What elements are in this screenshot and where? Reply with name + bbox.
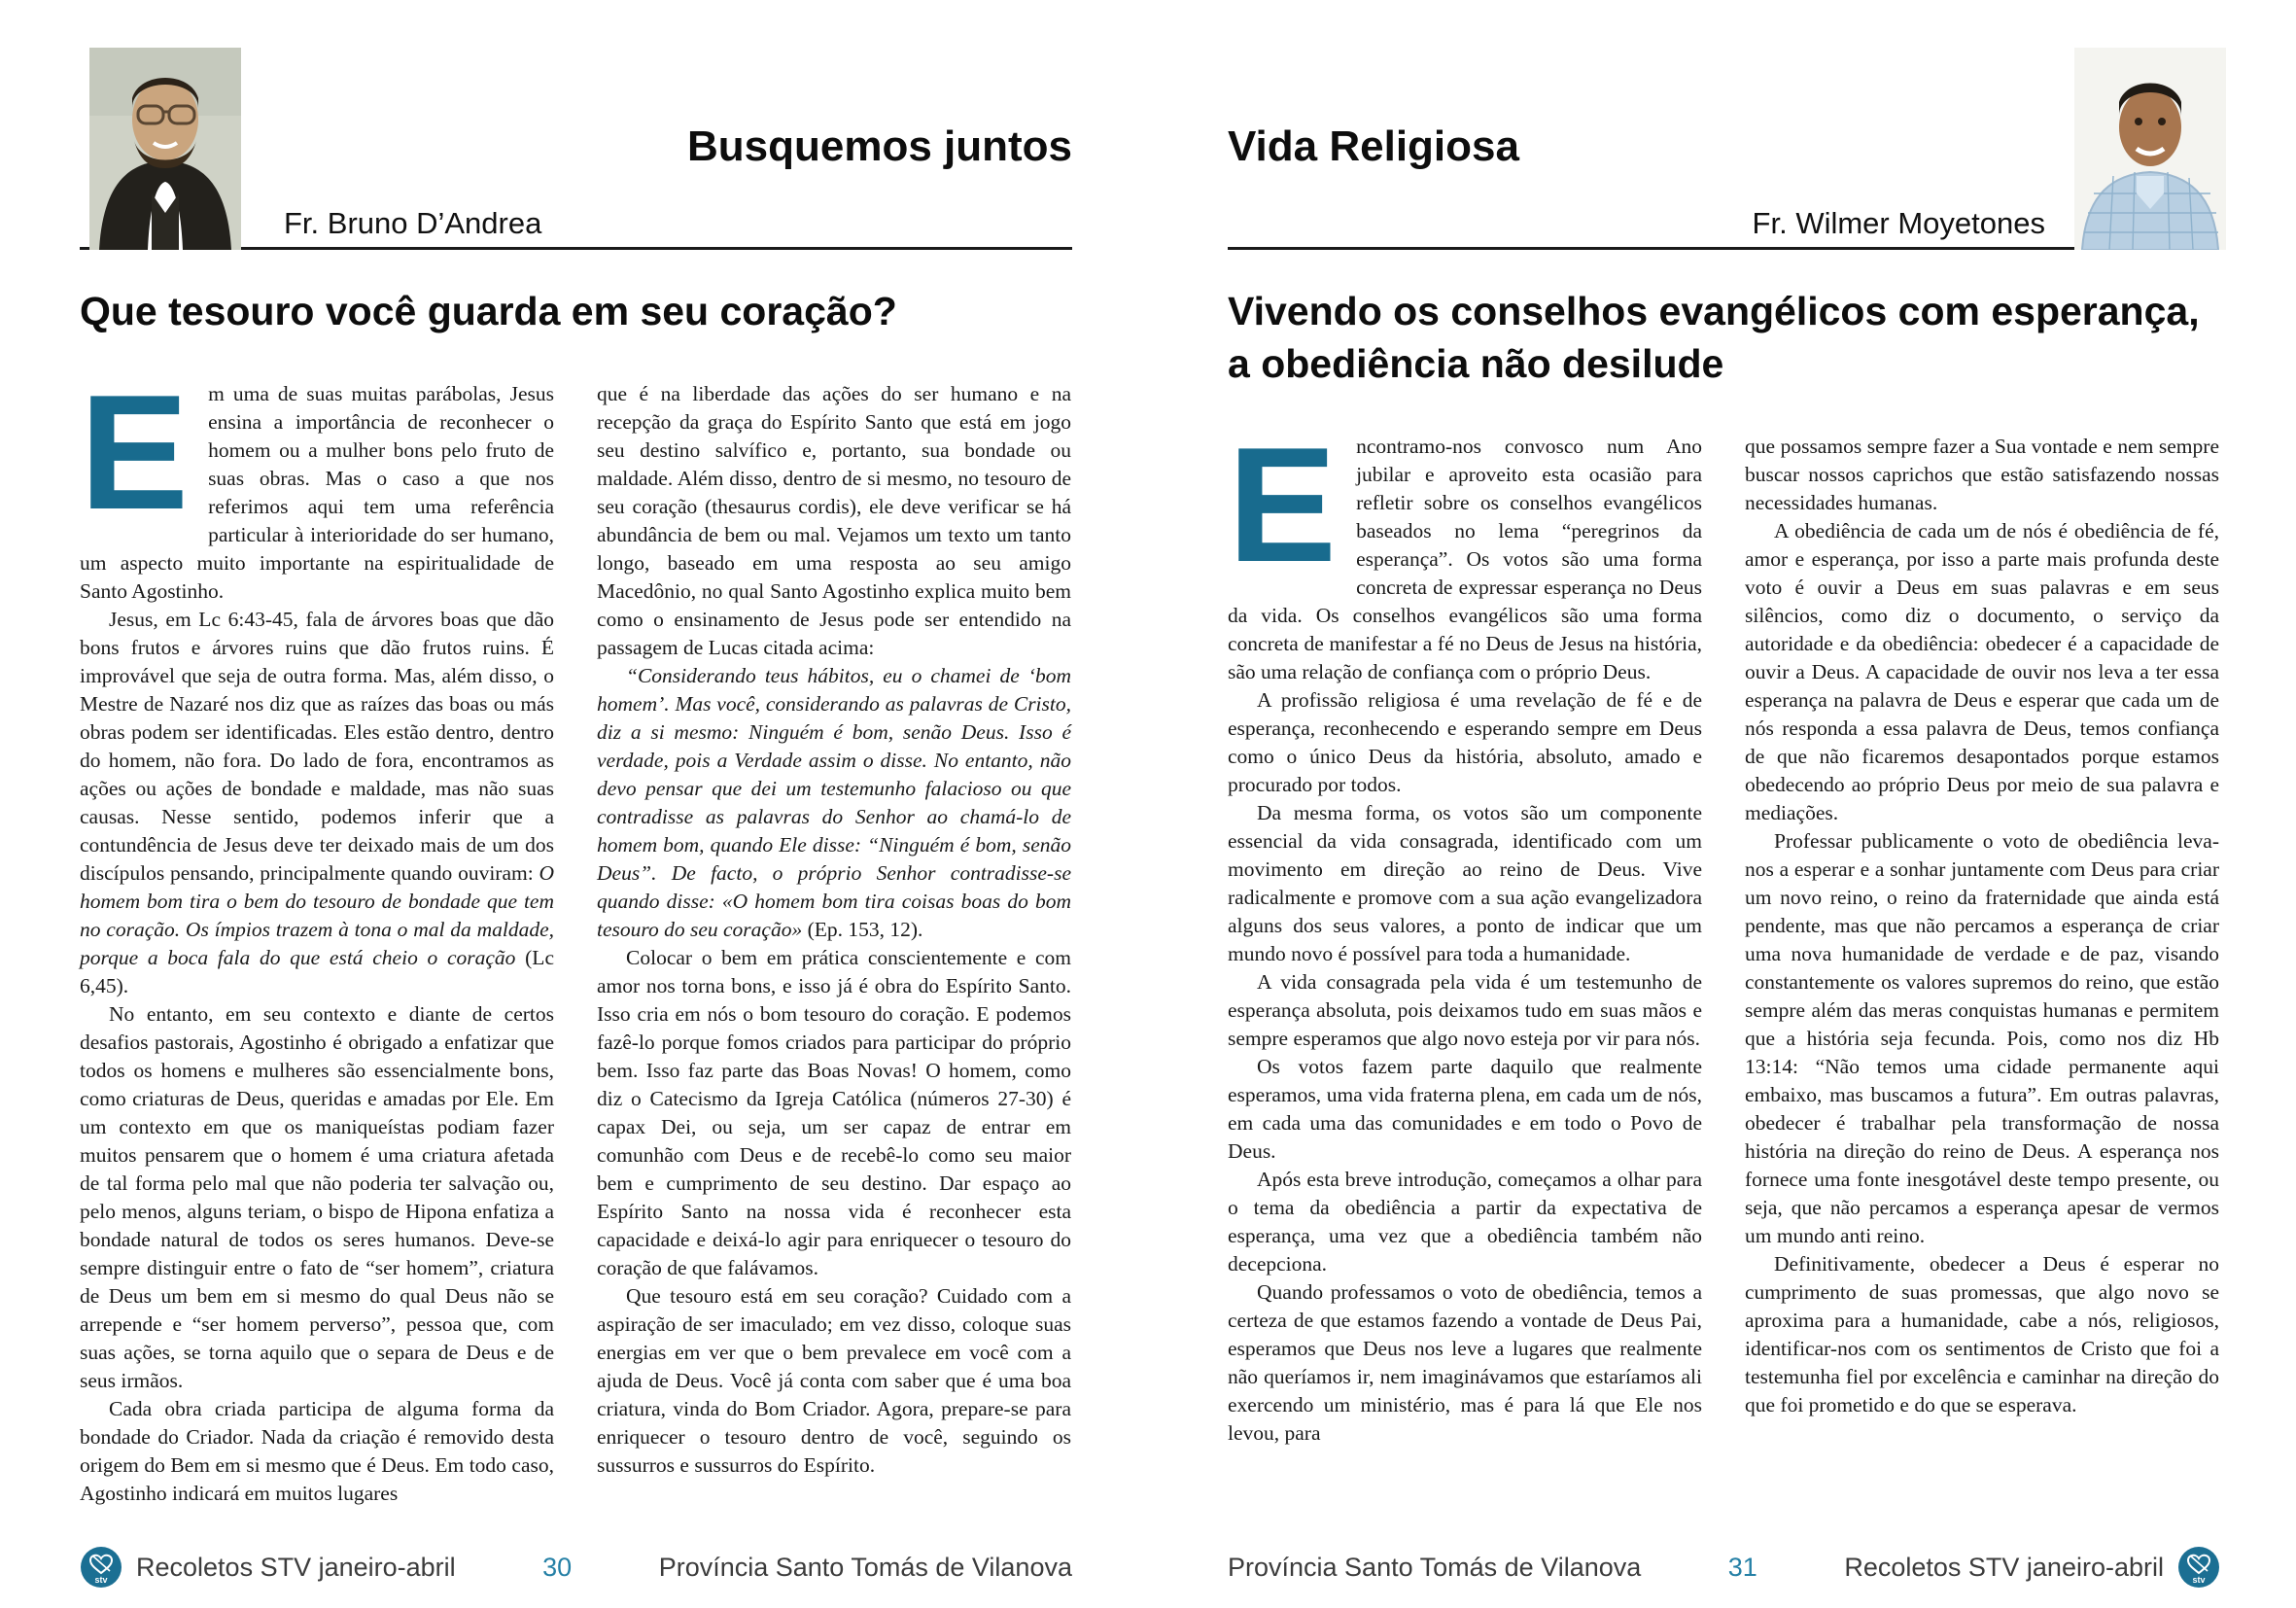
article-title: Vivendo os conselhos evangélicos com esperança, a obediência não desilude	[1228, 289, 2200, 387]
footer-province: Província Santo Tomás de Vilanova	[658, 1552, 1072, 1582]
footer-brand-group	[80, 1546, 456, 1589]
paragraph: Os votos fazem parte daquilo que realmente esperamos, uma vida fraterna plena, em cada um de nós, em cada uma das comunidades e em todo o Povo de Deus.	[1228, 1055, 1702, 1164]
recoletos-stv-logo-icon	[2177, 1546, 2220, 1589]
author-photo-bruno	[89, 48, 241, 250]
page-right	[1148, 0, 2296, 1608]
column-2	[597, 380, 1071, 1508]
page-number: 30	[542, 1552, 573, 1582]
paragraph-text: m uma de suas muitas parábolas, Jesus ensina a importância de reconhecer o homem ou a mulher bons pelo fruto de suas obras. Mas o caso a que nos referimos aqui tem uma referência particular à interioridade do ser humano, um aspecto muito importante na espiritualidade de Santo Agostinho.	[80, 382, 554, 604]
paragraph: Quando professamos o voto de obediência, temos a certeza de que estamos fazendo a vontade de Deus Pai, esperamos que Deus nos leve a lugares que realmente não queríamos ir, nem imaginávamos que estaríamos ali exercendo um ministério, mas é para lá que Ele nos levou, para	[1228, 1280, 1702, 1446]
paragraph: Cada obra criada participa de alguma forma da bondade do Criador. Nada da criação é removido desta origem do Bem em si mesmo que é Deus. Em todo caso, Agostinho indicará em muitos lugares	[80, 1397, 554, 1506]
paragraph	[1228, 413, 1702, 686]
footer-brand: Recoletos STV janeiro-abril	[136, 1552, 456, 1582]
footer-brand: Recoletos STV janeiro-abril	[1844, 1552, 2164, 1582]
author-name: Fr. Wilmer Moyetones	[1752, 206, 2045, 240]
friar-portrait-illustration	[89, 48, 241, 250]
footer-province: Província Santo Tomás de Vilanova	[1228, 1552, 1642, 1582]
paragraph-text: Jesus, em Lc 6:43-45, fala de árvores boas que dão bons frutos e árvores ruins que dão frutos ruins. É improvável que seja de outra forma. Mas, além disso, o Mestre de Nazaré nos diz que as raízes das boas ou más obras podem ser identificadas. Eles estão dentro, dentro do homem, não fora. Do lado de fora, encontramos as ações ou ações de bondade e maldade, mas não suas causas. Nesse sentido, podemos inferir que a contundência de Jesus deve ter deixado mais de um dos discípulos pensando, principalmente quando ouviram:	[80, 608, 554, 886]
right-page-footer	[1228, 1546, 2220, 1589]
dropcap-letter: E	[80, 361, 190, 544]
column-1	[80, 361, 554, 1508]
augustine-quote: “Considerando teus hábitos, eu o chamei de ‘bom homem’. Mas você, considerando as palavras de Cristo, diz a si mesmo: Ninguém é bom, senão Deus. Isso é verdade, pois a Verdade assim o disse. No entanto, não devo pensar que dei um testemunho falacioso ou que contradisse as palavras do Senhor ao chamá-lo de homem bom, quando Ele disse: “Ninguém é bom, senão Deus”. De facto, o próprio Senhor contradisse-se quando disse: «O homem bom tira coisas boas do bom tesouro do seu coração»	[597, 664, 1071, 942]
paragraph: Definitivamente, obedecer a Deus é esperar no cumprimento de suas promessas, que algo novo se aproxima para a humanidade, cabe a nós, religiosos, identificar-nos com os sentimentos de Cristo que foi a testemunha fiel por excelência e caminhar na direção do que foi prometido e do que se esperava.	[1745, 1252, 2219, 1417]
right-page-header	[1228, 52, 2220, 250]
paragraph: Professar publicamente o voto de obediência leva-nos a esperar e a sonhar juntamente com Deus para criar um novo reino, o reino da fraternidade que ainda está pendente, mas que não percamos a esperança de criar uma nova humanidade de verdade e de paz, visando constantemente os valores supremos do reino, que estão sempre além das meras conquistas humanas e permitem que a história seja fecunda. Pois, como nos diz Hb 13:14: “Não temos uma cidade permanente aqui embaixo, mas buscamos a futura”. Em outras palavras, obedecer é trabalhar pela transformação de nossa história na direção do reino de Deus. A esperança nos fornece uma fonte inesgotável deste tempo presente, ou seja, que não percamos a esperança apesar de vermos um mundo anti reino.	[1745, 829, 2219, 1248]
scripture-quote: O homem bom tira o bem do tesouro de bondade que tem no coração. Os ímpios trazem à tona o mal da maldade, porque a boca fala do que está cheio o coração	[80, 861, 554, 970]
svg-text:stv: stv	[2192, 1575, 2206, 1585]
recoletos-stv-logo-icon	[80, 1546, 122, 1589]
paragraph: A obediência de cada um de nós é obediência de fé, amor e esperança, por isso a parte mais profunda deste voto é ouvir a Deus em suas palavras e em seus silêncios, como diz o documento, o serviço da autoridade e da obediência: obedecer é a capacidade de ouvir a Deus. A capacidade de ouvir nos leva a ter essa esperança na palavra de Deus e esperar que cada um de nós responda a essa palavra de Deus, temos confiança de que não ficaremos desapontados porque estamos obedecendo ao próprio Deus por meio de sua palavra e mediações.	[1745, 519, 2219, 825]
paragraph: que é na liberdade das ações do ser humano e na recepção da graça do Espírito Santo que está em jogo seu destino salvífico e, portanto, sua bondade ou maldade. Além disso, dentro de si mesmo, no tesouro de seu coração (thesaurus cordis), ele deve verificar se há abundância de bem ou mal. Vejamos um texto um tanto longo, baseado em uma resposta ao seu amigo Macedônio, no qual Santo Agostinho explica muito bem como o ensinamento de Jesus pode ser entendido na passagem de Lucas citada acima:	[597, 382, 1071, 660]
author-photo-wilmer	[2074, 48, 2226, 250]
column-2	[1745, 433, 2219, 1448]
paragraph: Após esta breve introdução, começamos a olhar para o tema da obediência a partir da expectativa de esperança, uma vez que a obediência também não decepciona.	[1228, 1168, 1702, 1276]
paragraph	[80, 606, 554, 1000]
left-page-header	[80, 52, 1072, 250]
paragraph: Da mesma forma, os votos são um componente essencial da vida consagrada, identificado com um movimento em direção ao reino de Deus. Vive radicalmente e promove com a sua ação evangelizadora alguns dos seus valores, a ponto de indicar que um mundo novo é possível para toda a humanidade.	[1228, 801, 1702, 966]
quote-reference: (Ep. 153, 12).	[802, 918, 923, 942]
author-name: Fr. Bruno D’Andrea	[284, 206, 542, 240]
article-title: Que tesouro você guarda em seu coração?	[80, 289, 897, 333]
paragraph: A profissão religiosa é uma revelação de fé e de esperança, reconhecendo e esperando sempre em Deus como o único Deus da história, absoluto, amado e procurado por todos.	[1228, 688, 1702, 797]
paragraph	[80, 361, 554, 606]
paragraph: Que tesouro está em seu coração? Cuidado com a aspiração de ser imaculado; em vez disso, coloque suas energias em ver que o bem prevalece em você com a ajuda de Deus. Você já conta com saber que é uma boa criatura, vinda do Bom Criador. Agora, prepare-se para enriquecer o tesouro dentro de você, seguindo os sussurros e sussurros do Espírito.	[597, 1284, 1071, 1478]
dropcap-letter: E	[1228, 413, 1338, 597]
scripture-reference: (Lc 6,45).	[80, 946, 554, 998]
left-page-footer	[80, 1546, 1072, 1589]
article-body	[1228, 413, 2220, 1448]
section-title: Busquemos juntos	[686, 122, 1072, 171]
paragraph: que possamos sempre fazer a Sua vontade e nem sempre buscar nossos caprichos que estão satisfazendo nossas necessidades humanas.	[1745, 435, 2219, 515]
priest-portrait-illustration	[2074, 48, 2226, 250]
section-title: Vida Religiosa	[1228, 122, 1519, 171]
page-number: 31	[1727, 1552, 1757, 1582]
column-1	[1228, 413, 1702, 1448]
paragraph: A vida consagrada pela vida é um testemunho de esperança absoluta, pois deixamos tudo em suas mãos e sempre esperamos que algo novo esteja por vir para nós.	[1228, 970, 1702, 1051]
paragraph-text: ncontramo-nos convosco num Ano jubilar e aproveito esta ocasião para refletir sobre os conselhos evangélicos baseados no lema “peregrinos da esperança”. Os votos são uma forma concreta de expressar esperança no Deus da vida. Os conselhos evangélicos são uma forma concreta de manifestar a fé no Deus de Jesus na história, são uma relação de confiança com o próprio Deus.	[1228, 435, 1702, 684]
article-body	[80, 361, 1072, 1508]
paragraph: Colocar o bem em prática conscientemente e com amor nos torna bons, e isso já é obra do Espírito Santo. Isso cria em nós o bom tesouro do coração. E podemos fazê-lo porque fomos criados para participar do próprio bem. Isso faz parte das Boas Novas! O homem, como diz o Catecismo da Igreja Católica (números 27-30) é capax Dei, ou seja, um ser capaz de entrar em comunhão com Deus e de recebê-lo como seu maior bem e cumprimento de seu destino. Dar espaço ao Espírito Santo na nossa vida é reconhecer esta capacidade e deixá-lo agir para enriquecer o tesouro do coração de que falávamos.	[597, 946, 1071, 1280]
paragraph	[597, 662, 1071, 944]
paragraph: No entanto, em seu contexto e diante de certos desafios pastorais, Agostinho é obrigado a enfatizar que todos os homens e mulheres são essencialmente bons, como criaturas de Deus, queridas e amadas por Ele. Em um contexto em que os maniqueístas podiam fazer muitos pensarem que o homem é uma criatura afetada de tal forma pelo mal que não poderia ter salvação ou, pelo menos, alguns teriam, o bispo de Hipona enfatiza a bondade natural de todos os seres humanos. Deve-se sempre distinguir entre o fato de “ser homem”, criatura de Deus um bem em si mesmo do qual Deus não se arrepende e “ser homem perverso”, pessoa que, com suas ações, se torna aquilo que o separa de Deus e de seus irmãos.	[80, 1002, 554, 1393]
footer-brand-group	[1844, 1546, 2220, 1589]
svg-text:stv: stv	[94, 1575, 108, 1585]
